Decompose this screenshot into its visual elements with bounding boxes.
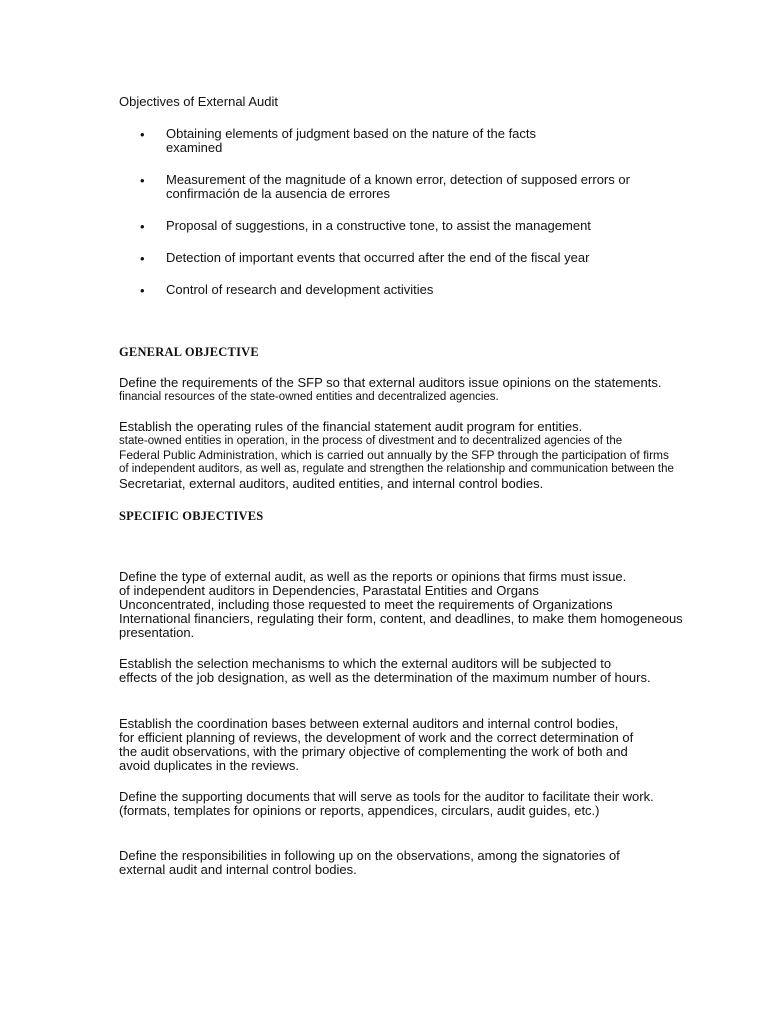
text-line: presentation. [119, 625, 195, 640]
specific-paragraph-3 [119, 717, 633, 773]
text-line: Federal Public Administration, which is carried out annually by the SFP through the participation of firms [119, 448, 670, 462]
text-line: external audit and internal control bodies. [119, 862, 357, 877]
list-item-text [166, 283, 433, 297]
text-line: Detection of important events that occurred after the end of the fiscal year [166, 250, 590, 265]
specific-paragraph-2 [119, 657, 651, 685]
text-line: avoid duplicates in the reviews. [119, 758, 299, 773]
text-line: confirmación de la ausencia de errores [166, 186, 391, 201]
bullet-icon: • [140, 173, 145, 188]
text-line: effects of the job designation, as well as the determination of the maximum number of hours. [119, 670, 651, 685]
text-line: Unconcentrated, including those requested to meet the requirements of Organizations [119, 597, 613, 612]
specific-paragraph-5 [119, 849, 620, 877]
text-line: examined [166, 140, 223, 155]
text-line: International financiers, regulating their form, content, and deadlines, to make them homogeneous [119, 611, 683, 626]
bullet-icon: • [140, 251, 145, 266]
text-line: Control of research and development activities [166, 282, 434, 297]
text-line: Establish the selection mechanisms to which the external auditors will be subjected to [119, 656, 612, 671]
text-line: Define the supporting documents that will serve as tools for the auditor to facilitate their work. [119, 789, 654, 804]
bullet-icon: • [140, 127, 145, 142]
text-line: Secretariat, external auditors, audited entities, and internal control bodies. [119, 476, 544, 491]
bullet-icon: • [140, 283, 145, 298]
section-heading-general: GENERAL OBJECTIVE [119, 345, 259, 359]
specific-paragraph-4 [119, 790, 654, 818]
list-item-text [166, 173, 630, 201]
text-line: (formats, templates for opinions or reports, appendices, circulars, audit guides, etc.) [119, 803, 600, 818]
page-title: Objectives of External Audit [119, 94, 278, 109]
general-paragraph-2 [119, 420, 674, 491]
text-line: of independent auditors in Dependencies, Parastatal Entities and Organs [119, 583, 539, 598]
text-line: Define the requirements of the SFP so that external auditors issue opinions on the statements. [119, 375, 662, 390]
text-line: Define the type of external audit, as well as the reports or opinions that firms must issue. [119, 569, 627, 584]
bullet-icon: • [140, 219, 145, 234]
list-item-text [166, 127, 536, 155]
text-line: the audit observations, with the primary objective of complementing the work of both and [119, 744, 628, 759]
list-item-text [166, 251, 589, 265]
specific-paragraph-1 [119, 570, 683, 640]
text-line: Establish the coordination bases between external auditors and internal control bodies, [119, 716, 619, 731]
text-line: financial resources of the state-owned entities and decentralized agencies. [119, 391, 499, 403]
general-paragraph-1 [119, 376, 661, 404]
text-line: Establish the operating rules of the financial statement audit program for entities. [119, 419, 583, 434]
list-item-text [166, 219, 591, 233]
text-line: of independent auditors, as well as, regulate and strengthen the relationship and communication between the [119, 463, 674, 475]
text-line: state-owned entities in operation, in the process of divestment and to decentralized agencies of the [119, 435, 623, 447]
text-line: Define the responsibilities in following up on the observations, among the signatories of [119, 848, 620, 863]
text-line: Obtaining elements of judgment based on the nature of the facts [166, 126, 537, 141]
text-line: for efficient planning of reviews, the development of work and the correct determination of [119, 730, 634, 745]
section-heading-specific: SPECIFIC OBJECTIVES [119, 509, 264, 523]
text-line: Proposal of suggestions, in a constructive tone, to assist the management [166, 218, 591, 233]
text-line: Measurement of the magnitude of a known error, detection of supposed errors or [166, 172, 630, 187]
